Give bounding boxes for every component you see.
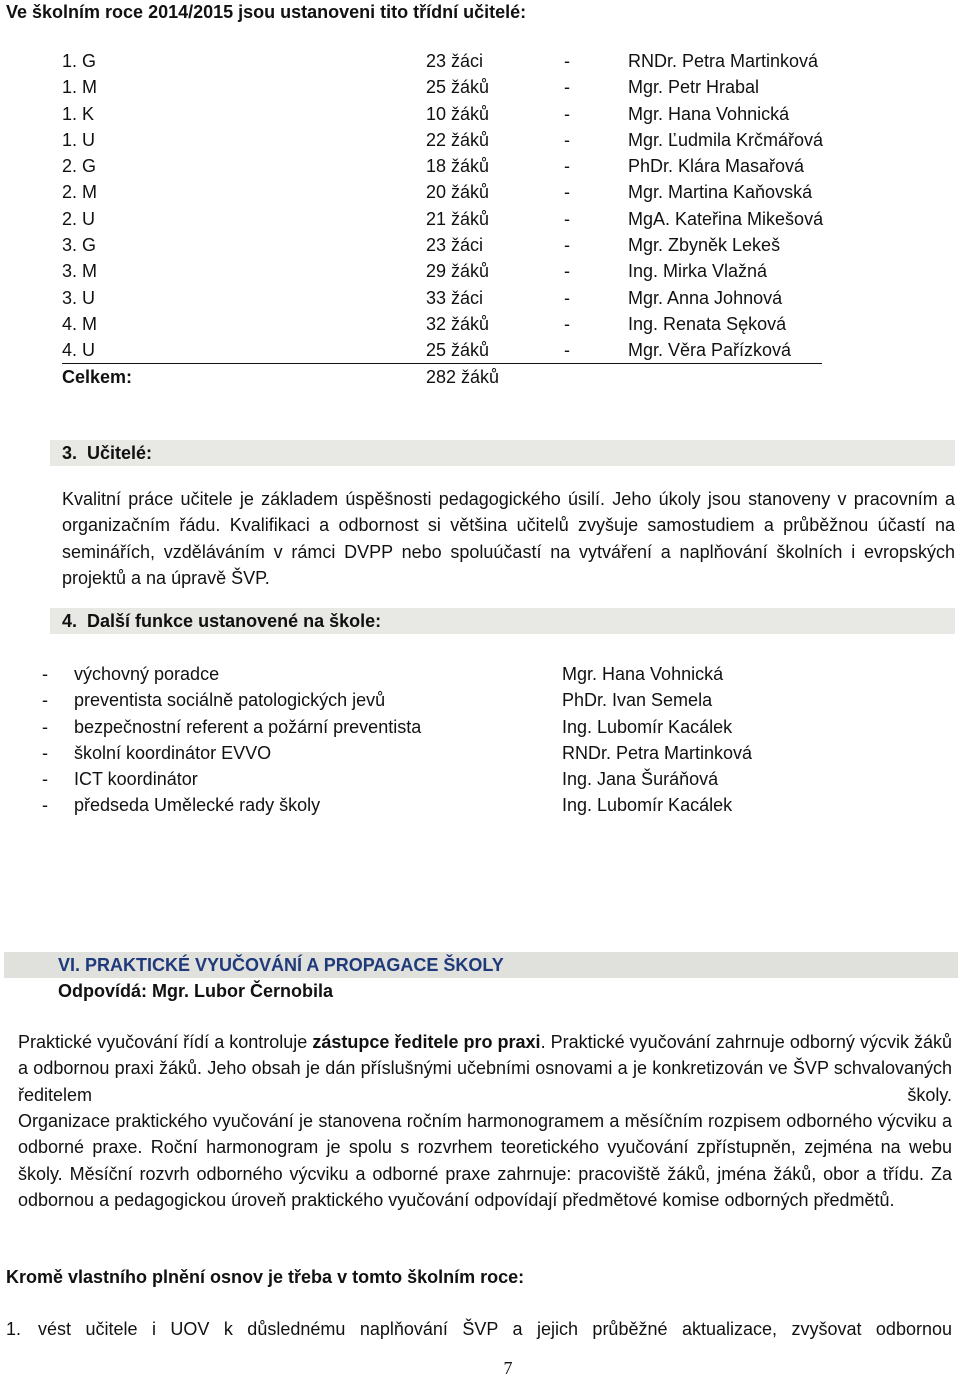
class-cell: 3. M (62, 261, 98, 282)
section-4-title: Další funkce ustanovené na škole: (87, 611, 382, 631)
function-role: školní koordinátor EVVO (74, 742, 272, 763)
count-cell: 18 žáků (426, 156, 490, 177)
table-row (62, 74, 822, 100)
bullet-dash: - (42, 664, 48, 684)
section-6-responsible: Odpovídá: Mgr. Lubor Černobila (58, 981, 334, 1001)
function-role: ICT koordinátor (74, 769, 198, 790)
bullet-dash: - (42, 716, 48, 737)
table-row (62, 48, 822, 74)
intro-heading: Ve školním roce 2014/2015 jsou ustanoveni tito třídní učitelé: (6, 2, 527, 22)
class-cell: 2. U (62, 208, 96, 229)
teacher-cell: Mgr. Zbyněk Lekeš (628, 235, 781, 256)
section-4-heading (50, 608, 955, 634)
class-cell: 3. U (62, 287, 96, 308)
list-item (42, 740, 802, 766)
dash-cell: - (564, 261, 570, 282)
dash-cell: - (564, 77, 570, 98)
section-6-title: VI. PRAKTICKÉ VYUČOVÁNÍ A PROPAGACE ŠKOLY (58, 955, 504, 975)
paragraph-1-end: . Praktické vyučování zahrnuje odborný výcvik žáků a odbornou praxi žáků. Jeho obsah je dán příslušnými učebními osnovami a je konkretizován ve ŠVP schvalovaných ředitelem školy. (18, 1032, 953, 1105)
table-row (62, 232, 822, 258)
count-cell: 23 žáci (426, 235, 484, 256)
count-cell: 25 žáků (426, 77, 490, 98)
function-person: Ing. Lubomír Kacálek (562, 716, 733, 737)
item-1-text: vést učitele i UOV k důslednému naplňování ŠVP a jejich průběžné aktualizace, zvyšovat odbornou (38, 1319, 952, 1339)
list-item (42, 661, 802, 687)
function-role: bezpečnostní referent a požární preventista (74, 716, 422, 737)
deputy-director-highlight: zástupce ředitele pro praxi (312, 1032, 541, 1052)
dash-cell: - (564, 340, 570, 361)
table-row (62, 153, 822, 179)
count-cell: 32 žáků (426, 313, 490, 334)
bullet-dash: - (42, 769, 48, 790)
list-item (42, 766, 802, 792)
dash-cell: - (564, 51, 570, 71)
teacher-cell: Mgr. Petr Hrabal (628, 77, 760, 98)
count-cell: 21 žáků (426, 208, 490, 229)
table-row (62, 311, 822, 337)
function-role: předseda Umělecké rady školy (74, 795, 321, 816)
function-role: preventista sociálně patologických jevů (74, 690, 386, 711)
dash-cell: - (564, 129, 570, 150)
table-row (62, 127, 822, 153)
teacher-cell: Mgr. Martina Kaňovská (628, 182, 813, 203)
section-3-paragraph: Kvalitní práce učitele je základem úspěšnosti pedagogického úsilí. Jeho úkoly jsou stanoveny v pracovním a organizačním řádu. Kvalifikaci a odbornost si většina učitelů zvyšuje samostudiem a průběžnou účastí na seminářích, vzděláváním v rámci DVPP nebo spoluúčastí na vytváření a naplňování školních i evropských projektů a na úpravě ŠVP. (62, 489, 955, 588)
bullet-dash: - (42, 690, 48, 711)
section-3-heading (50, 440, 955, 466)
count-cell: 20 žáků (426, 182, 490, 203)
dash-cell: - (564, 208, 570, 229)
section-6-paragraph-2: Organizace praktického vyučování je stanovena ročním harmonogramem a měsíčním rozpisem odborného výcviku a odborné praxe. Roční harmonogram je spolu s rozvrhem teoretického vyučování zpřístupněn, zejména na webu školy. Měsíční rozvrh odborného výcviku a odborné praxe zahrnuje: pracoviště žáků, jména žáků, obor a třídu. Za odbornou a pedagogickou úroveň praktického vyučování odpovídají předmětové komise odborných předmětů. (18, 1111, 952, 1210)
function-person: Mgr. Hana Vohnická (562, 664, 724, 684)
table-row (62, 337, 822, 363)
table-row (62, 285, 822, 311)
dash-cell: - (564, 182, 570, 203)
function-person: Ing. Lubomír Kacálek (562, 795, 733, 816)
table-row (62, 206, 822, 232)
paragraph-1-start: Praktické vyučování řídí a kontroluje (18, 1032, 313, 1052)
teacher-cell: Ing. Mirka Vlažná (628, 261, 768, 282)
teacher-cell: MgA. Kateřina Mikešová (628, 208, 824, 229)
teacher-cell: RNDr. Petra Martinková (628, 51, 819, 71)
teacher-cell: PhDr. Klára Masařová (628, 156, 805, 177)
total-label: Celkem: (62, 366, 133, 387)
count-cell: 33 žáci (426, 287, 484, 308)
class-cell: 2. M (62, 182, 98, 203)
table-row (62, 101, 822, 127)
function-person: RNDr. Petra Martinková (562, 742, 753, 763)
bullet-dash: - (42, 795, 48, 816)
section-4-number: 4. (62, 611, 78, 631)
class-cell: 1. G (62, 51, 97, 71)
count-cell: 10 žáků (426, 103, 490, 124)
function-person: PhDr. Ivan Semela (562, 690, 713, 711)
class-teachers-table (62, 48, 822, 390)
class-cell: 3. G (62, 235, 97, 256)
class-cell: 1. K (62, 103, 95, 124)
teacher-cell: Ing. Renata Sęková (628, 313, 787, 334)
class-cell: 2. G (62, 156, 97, 177)
teacher-cell: Mgr. Hana Vohnická (628, 103, 790, 124)
count-cell: 29 žáků (426, 261, 490, 282)
bullet-dash: - (42, 742, 48, 763)
teacher-cell: Mgr. Anna Johnová (628, 287, 783, 308)
functions-list (42, 661, 802, 819)
extra-tasks-heading: Kromě vlastního plnění osnov je třeba v tomto školním roce: (6, 1267, 525, 1287)
dash-cell: - (564, 313, 570, 334)
list-item (42, 792, 802, 818)
total-value: 282 žáků (426, 366, 500, 387)
total-row (62, 364, 822, 390)
list-item (42, 687, 802, 713)
teacher-cell: Mgr. Věra Pařízková (628, 340, 792, 361)
class-cell: 4. M (62, 313, 98, 334)
section-3-title: Učitelé: (87, 443, 153, 463)
class-cell: 4. U (62, 340, 96, 361)
table-row (62, 179, 822, 205)
count-cell: 22 žáků (426, 129, 490, 150)
item-1-number: 1. (6, 1319, 22, 1339)
dash-cell: - (564, 235, 570, 256)
dash-cell: - (564, 287, 570, 308)
count-cell: 23 žáci (426, 51, 484, 71)
class-cell: 1. U (62, 129, 96, 150)
function-role: výchovný poradce (74, 664, 220, 684)
page-number: 7 (503, 1358, 513, 1378)
table-row (62, 258, 822, 284)
list-item (42, 714, 802, 740)
count-cell: 25 žáků (426, 340, 490, 361)
class-cell: 1. M (62, 77, 98, 98)
dash-cell: - (564, 103, 570, 124)
dash-cell: - (564, 156, 570, 177)
section-3-number: 3. (62, 443, 78, 463)
function-person: Ing. Jana Šuráňová (562, 769, 719, 790)
teacher-cell: Mgr. Ľudmila Krčmářová (628, 129, 824, 150)
